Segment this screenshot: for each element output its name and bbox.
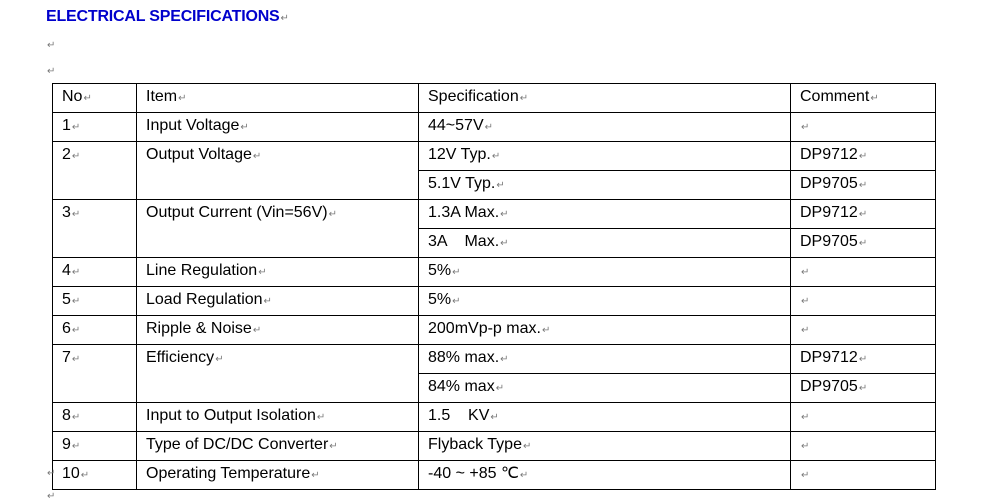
row-no	[53, 113, 137, 142]
row-item	[137, 258, 419, 287]
paragraph-mark-icon: ↵	[47, 491, 56, 502]
row-comment-text: DP9712	[800, 349, 858, 366]
table-row	[53, 142, 936, 171]
paragraph-mark-icon: ↵	[80, 470, 90, 481]
row-comment	[791, 287, 936, 316]
paragraph-mark-icon: ↵	[801, 441, 810, 452]
row-specification-text: 5%	[428, 291, 452, 308]
paragraph-mark-icon: ↵	[801, 122, 810, 133]
paragraph-mark-icon: ↵	[71, 354, 81, 365]
paragraph-mark-icon: ↵	[858, 238, 868, 249]
paragraph-mark-icon: ↵	[452, 267, 461, 278]
row-comment-text: DP9712	[800, 204, 858, 221]
paragraph-mark-icon: ↵	[71, 122, 81, 133]
paragraph-mark-icon: ↵	[47, 468, 56, 479]
table-row	[53, 403, 936, 432]
paragraph-mark-icon: ↵	[178, 93, 187, 104]
document-title	[46, 8, 289, 26]
row-item-text: Output Current (Vin=56V)	[146, 204, 328, 221]
header-item-text: Item	[146, 88, 178, 105]
paragraph-mark-icon: ↵	[328, 209, 337, 220]
row-no-text: 8	[62, 407, 71, 424]
paragraph-mark-icon: ↵	[47, 66, 56, 77]
row-specification-text: 200mVp-p max.	[428, 320, 541, 337]
row-comment	[791, 374, 936, 403]
header-comment-text: Comment	[800, 88, 870, 105]
paragraph-mark-icon: ↵	[500, 238, 509, 249]
row-specification	[419, 403, 791, 432]
row-specification	[419, 142, 791, 171]
row-item-text: Efficiency	[146, 349, 215, 366]
row-item-text: Input to Output Isolation	[146, 407, 316, 424]
row-specification-text: 1.5 KV	[428, 407, 490, 424]
row-no-text: 1	[62, 117, 71, 134]
paragraph-mark-icon: ↵	[215, 354, 224, 365]
row-no	[53, 287, 137, 316]
row-no-text: 3	[62, 204, 71, 221]
paragraph-mark-icon: ↵	[870, 93, 879, 104]
paragraph-mark-icon: ↵	[280, 13, 289, 24]
paragraph-mark-icon: ↵	[71, 412, 81, 423]
paragraph-mark-icon: ↵	[500, 209, 509, 220]
row-comment	[791, 258, 936, 287]
row-item	[137, 287, 419, 316]
paragraph-mark-icon: ↵	[496, 180, 505, 191]
paragraph-mark-icon: ↵	[491, 151, 501, 162]
row-item-text: Load Regulation	[146, 291, 263, 308]
row-item	[137, 113, 419, 142]
paragraph-mark-icon: ↵	[858, 383, 868, 394]
row-comment	[791, 171, 936, 200]
spec-table	[52, 83, 936, 490]
row-item-text: Output Voltage	[146, 146, 252, 163]
row-item	[137, 142, 419, 200]
row-comment-text: DP9705	[800, 233, 858, 250]
paragraph-mark-icon: ↵	[541, 325, 551, 336]
paragraph-mark-icon: ↵	[240, 122, 249, 133]
table-row	[53, 432, 936, 461]
table-row	[53, 258, 936, 287]
paragraph-mark-icon: ↵	[263, 296, 272, 307]
row-comment	[791, 200, 936, 229]
row-specification-text: 44~57V	[428, 117, 484, 134]
paragraph-mark-icon: ↵	[329, 441, 338, 452]
row-no-text: 10	[62, 465, 80, 482]
row-specification	[419, 432, 791, 461]
row-specification-text: 84% max	[428, 378, 495, 395]
row-no-text: 9	[62, 436, 71, 453]
paragraph-mark-icon: ↵	[490, 412, 499, 423]
row-item	[137, 432, 419, 461]
row-no-text: 5	[62, 291, 71, 308]
paragraph-mark-icon: ↵	[71, 267, 81, 278]
paragraph-mark-icon: ↵	[252, 325, 262, 336]
row-no	[53, 200, 137, 258]
row-item-text: Input Voltage	[146, 117, 240, 134]
paragraph-mark-icon: ↵	[858, 180, 868, 191]
paragraph-mark-icon: ↵	[71, 325, 81, 336]
row-specification-text: 5.1V Typ.	[428, 175, 496, 192]
row-specification	[419, 316, 791, 345]
paragraph-mark-icon: ↵	[801, 296, 810, 307]
row-no-text: 6	[62, 320, 71, 337]
paragraph-mark-icon: ↵	[71, 209, 81, 220]
header-specification	[419, 84, 791, 113]
paragraph-mark-icon: ↵	[801, 412, 810, 423]
paragraph-mark-icon: ↵	[522, 441, 532, 452]
header-specification-text: Specification	[428, 88, 519, 105]
row-specification-text: -40 ~ +85 ℃	[428, 465, 519, 482]
table-row	[53, 461, 936, 490]
row-specification	[419, 113, 791, 142]
row-specification-text: 5%	[428, 262, 452, 279]
row-no-text: 2	[62, 146, 71, 163]
table-row	[53, 200, 936, 229]
paragraph-mark-icon: ↵	[452, 296, 461, 307]
table-row	[53, 345, 936, 374]
row-specification	[419, 258, 791, 287]
paragraph-mark-icon: ↵	[801, 325, 810, 336]
row-no	[53, 142, 137, 200]
paragraph-mark-icon: ↵	[495, 383, 505, 394]
paragraph-mark-icon: ↵	[316, 412, 326, 423]
paragraph-mark-icon: ↵	[484, 122, 493, 133]
paragraph-mark-icon: ↵	[519, 470, 529, 481]
row-item	[137, 316, 419, 345]
paragraph-mark-icon: ↵	[858, 209, 868, 220]
row-no	[53, 316, 137, 345]
title-text: ELECTRICAL SPECIFICATIONS	[46, 8, 280, 25]
row-comment	[791, 113, 936, 142]
row-no-text: 4	[62, 262, 71, 279]
row-specification-text: 12V Typ.	[428, 146, 491, 163]
header-no	[53, 84, 137, 113]
header-no-text: No	[62, 88, 83, 105]
paragraph-mark-icon: ↵	[71, 296, 81, 307]
row-specification	[419, 200, 791, 229]
row-specification	[419, 171, 791, 200]
paragraph-mark-icon: ↵	[71, 151, 81, 162]
row-specification	[419, 374, 791, 403]
row-specification	[419, 345, 791, 374]
row-item-text: Line Regulation	[146, 262, 258, 279]
table-row	[53, 287, 936, 316]
row-item	[137, 345, 419, 403]
row-specification-text: Flyback Type	[428, 436, 522, 453]
row-item-text: Operating Temperature	[146, 465, 311, 482]
row-item	[137, 403, 419, 432]
row-comment-text: DP9705	[800, 378, 858, 395]
row-comment-text: DP9705	[800, 175, 858, 192]
row-comment	[791, 461, 936, 490]
row-item-text: Ripple & Noise	[146, 320, 252, 337]
row-no	[53, 345, 137, 403]
paragraph-mark-icon: ↵	[500, 354, 509, 365]
row-no	[53, 461, 137, 490]
header-item	[137, 84, 419, 113]
paragraph-mark-icon: ↵	[83, 93, 92, 104]
row-no	[53, 258, 137, 287]
header-comment	[791, 84, 936, 113]
table-header-row	[53, 84, 936, 113]
row-comment	[791, 229, 936, 258]
row-comment	[791, 345, 936, 374]
row-specification-text: 1.3A Max.	[428, 204, 500, 221]
row-specification	[419, 287, 791, 316]
paragraph-mark-icon: ↵	[311, 470, 320, 481]
paragraph-mark-icon: ↵	[801, 470, 810, 481]
paragraph-mark-icon: ↵	[858, 151, 868, 162]
row-specification	[419, 229, 791, 258]
row-specification-text: 88% max.	[428, 349, 500, 366]
table-row	[53, 316, 936, 345]
row-item	[137, 200, 419, 258]
row-specification-text: 3A Max.	[428, 233, 500, 250]
paragraph-mark-icon: ↵	[519, 93, 529, 104]
row-specification	[419, 461, 791, 490]
row-no	[53, 403, 137, 432]
paragraph-mark-icon: ↵	[801, 267, 810, 278]
row-comment	[791, 432, 936, 461]
row-comment	[791, 316, 936, 345]
paragraph-mark-icon: ↵	[47, 40, 56, 51]
row-item-text: Type of DC/DC Converter	[146, 436, 329, 453]
row-comment-text: DP9712	[800, 146, 858, 163]
row-item	[137, 461, 419, 490]
row-comment	[791, 142, 936, 171]
table-row	[53, 113, 936, 142]
paragraph-mark-icon: ↵	[258, 267, 267, 278]
row-comment	[791, 403, 936, 432]
paragraph-mark-icon: ↵	[71, 441, 81, 452]
paragraph-mark-icon: ↵	[252, 151, 262, 162]
row-no-text: 7	[62, 349, 71, 366]
row-no	[53, 432, 137, 461]
paragraph-mark-icon: ↵	[858, 354, 868, 365]
